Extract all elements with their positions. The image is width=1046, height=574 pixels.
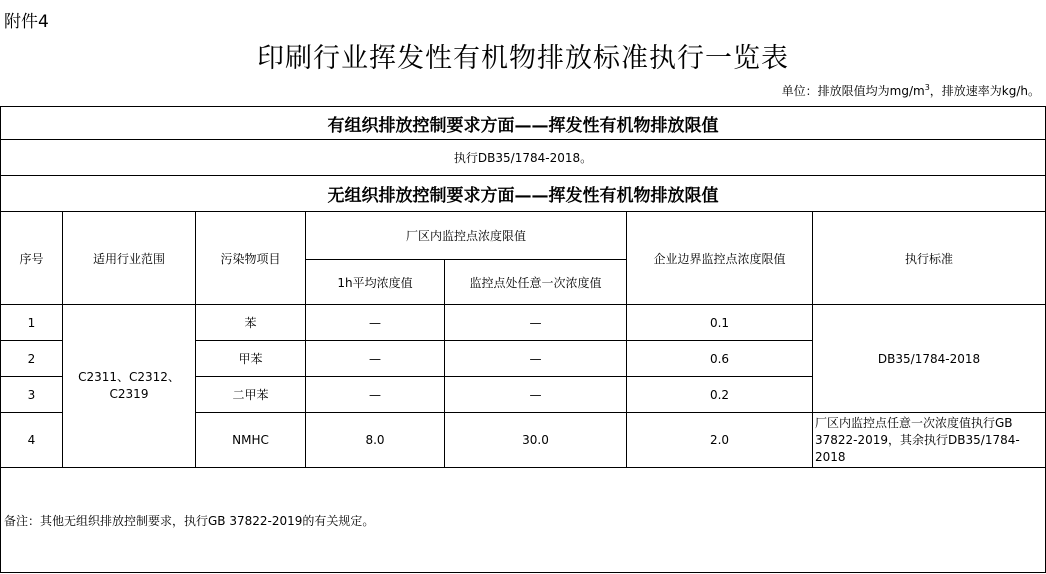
- row-any-once: —: [445, 377, 627, 413]
- header-factory-limit: 厂区内监控点浓度限值: [306, 212, 627, 260]
- row-pollutant: 苯: [196, 305, 306, 341]
- row-avg-1h: —: [306, 341, 445, 377]
- row-no: 3: [1, 377, 63, 413]
- header-boundary: 企业边界监控点浓度限值: [627, 212, 813, 305]
- table-row: [1, 305, 1046, 341]
- row-boundary: 2.0: [627, 413, 813, 468]
- header-pollutant: 污染物项目: [196, 212, 306, 305]
- row-any-once: —: [445, 341, 627, 377]
- row-avg-1h: 8.0: [306, 413, 445, 468]
- unit-suffix: ，排放速率为kg/h。: [929, 84, 1040, 98]
- row-any-once: —: [445, 305, 627, 341]
- unit-prefix: 单位：排放限值均为mg/m: [781, 84, 925, 98]
- unit-note: [782, 82, 1040, 99]
- header-industry: 适用行业范围: [63, 212, 196, 305]
- attachment-label: 附件4: [4, 12, 49, 32]
- industry-range: C2311、C2312、C2319: [63, 305, 196, 468]
- remark-note: 备注：其他无组织排放控制要求，执行GB 37822-2019的有关规定。: [1, 468, 1046, 573]
- row-boundary: 0.2: [627, 377, 813, 413]
- row-avg-1h: —: [306, 377, 445, 413]
- standard-rows-1-3: DB35/1784-2018: [813, 305, 1046, 413]
- unorganized-heading: 无组织排放控制要求方面——挥发性有机物排放限值: [1, 176, 1046, 212]
- standard-row-4: 厂区内监控点任意一次浓度值执行GB 37822-2019，其余执行DB35/1784-2018: [813, 413, 1046, 468]
- row-pollutant: 甲苯: [196, 341, 306, 377]
- row-avg-1h: —: [306, 305, 445, 341]
- row-pollutant: NMHC: [196, 413, 306, 468]
- row-no: 1: [1, 305, 63, 341]
- row-no: 4: [1, 413, 63, 468]
- page-title: 印刷行业挥发性有机物排放标准执行一览表: [257, 43, 789, 74]
- row-boundary: 0.6: [627, 341, 813, 377]
- organized-text: 执行DB35/1784-2018。: [1, 140, 1046, 176]
- standards-table: [0, 106, 1046, 573]
- row-boundary: 0.1: [627, 305, 813, 341]
- header-avg-1h: 1h平均浓度值: [306, 260, 445, 305]
- row-no: 2: [1, 341, 63, 377]
- unit-superscript: 3: [924, 83, 930, 92]
- header-standard: 执行标准: [813, 212, 1046, 305]
- organized-heading: 有组织排放控制要求方面——挥发性有机物排放限值: [1, 107, 1046, 140]
- row-any-once: 30.0: [445, 413, 627, 468]
- header-any-once: 监控点处任意一次浓度值: [445, 260, 627, 305]
- row-pollutant: 二甲苯: [196, 377, 306, 413]
- header-no: 序号: [1, 212, 63, 305]
